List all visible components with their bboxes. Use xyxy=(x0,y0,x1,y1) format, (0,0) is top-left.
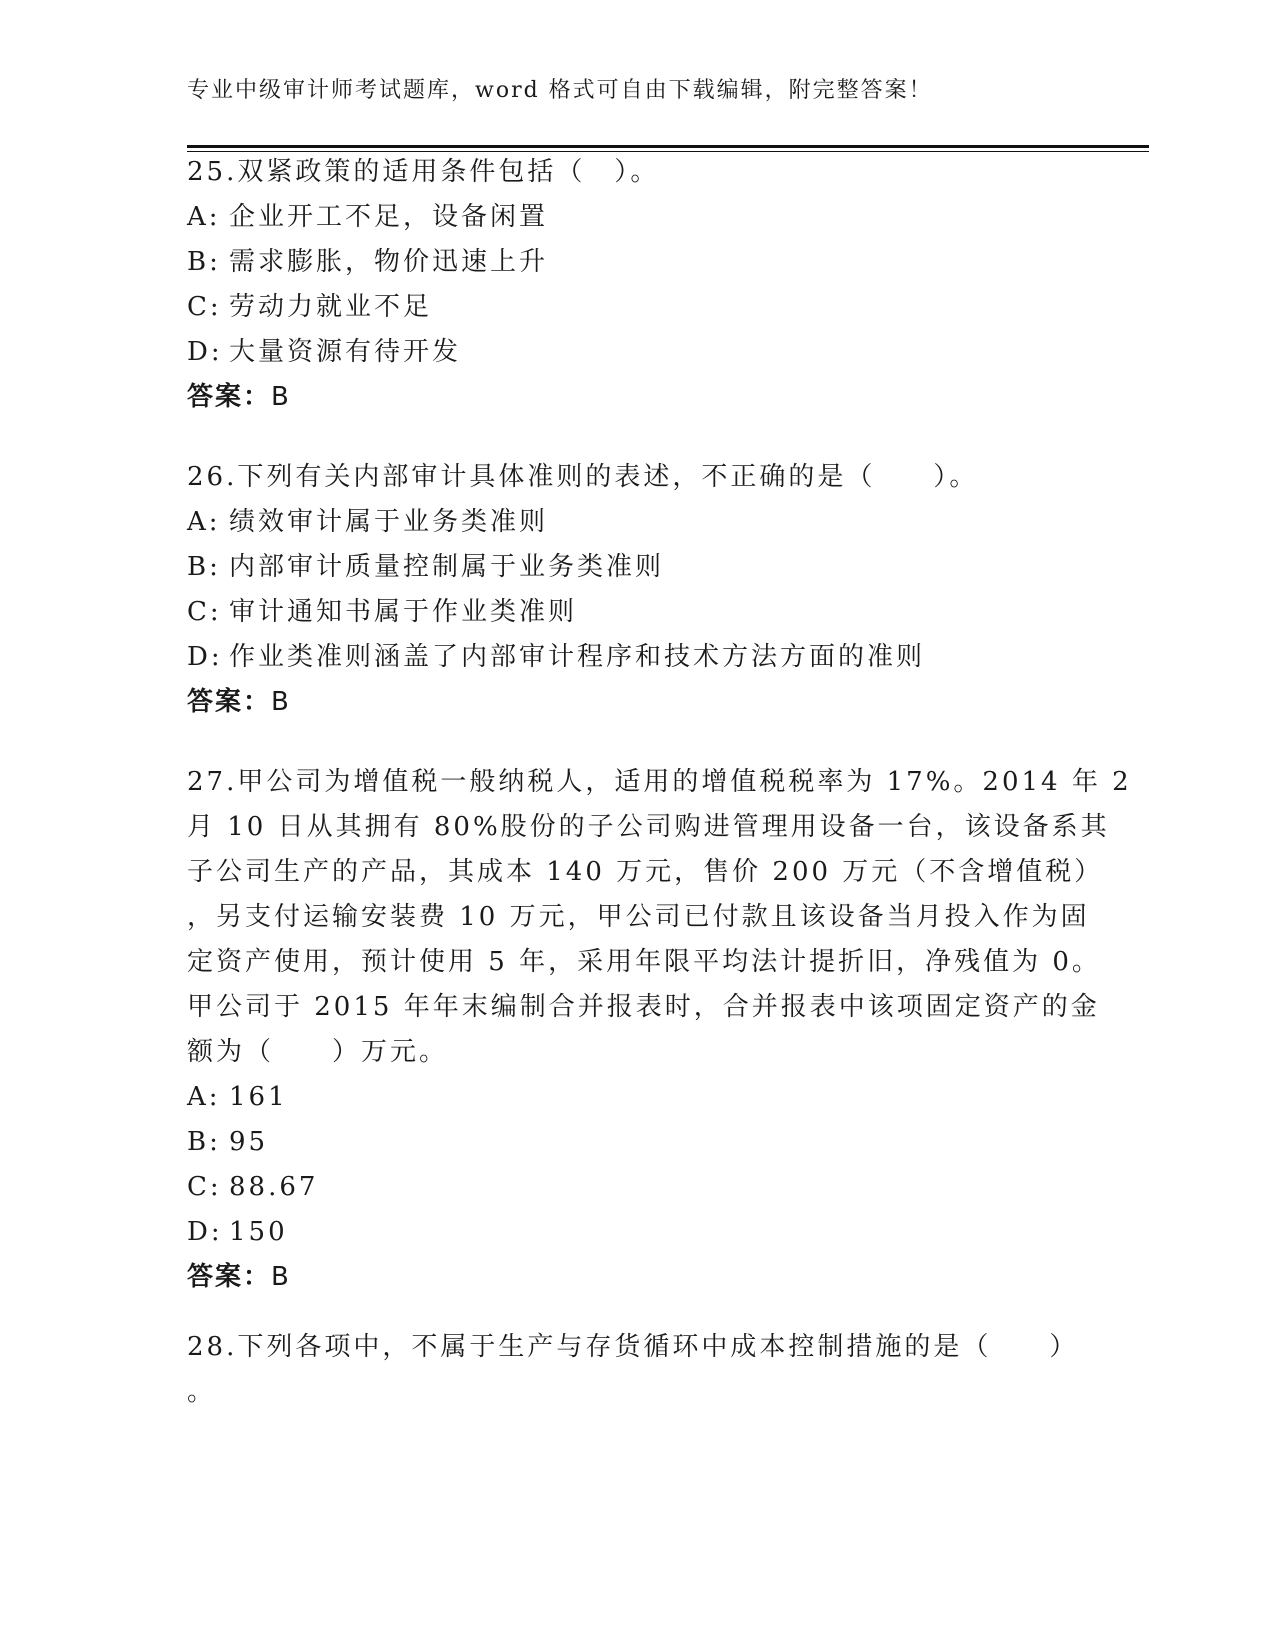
answer-label: 答案： xyxy=(187,687,272,717)
option-c xyxy=(187,1165,1087,1210)
question-stem-line: 月 10 日从其拥有 80%股份的子公司购进管理用设备一台，该设备系其 xyxy=(187,812,1110,842)
option-a xyxy=(187,500,1087,545)
question-26 xyxy=(187,455,1087,725)
question-stem-line: 子公司生产的产品，其成本 140 万元，售价 200 万元（不含增值税） xyxy=(187,857,1104,887)
answer-value: B xyxy=(271,1262,291,1292)
option-text: 95 xyxy=(229,1127,269,1157)
option-letter: D: xyxy=(187,337,223,367)
answer-value: B xyxy=(271,687,291,717)
option-a xyxy=(187,195,1087,240)
question-stem-line: 甲公司于 2015 年年末编制合并报表时，合并报表中该项固定资产的金 xyxy=(187,992,1100,1022)
option-text: 88.67 xyxy=(229,1172,319,1202)
question-stem: 26.下列有关内部审计具体准则的表述，不正确的是（ ）。 xyxy=(187,462,979,492)
question-stem-line: 27.甲公司为增值税一般纳税人，适用的增值税税率为 17%。2014 年 2 xyxy=(187,767,1132,797)
option-c xyxy=(187,285,1087,330)
option-letter: B: xyxy=(187,552,221,582)
option-text: 内部审计质量控制属于业务类准则 xyxy=(229,552,665,582)
option-text: 审计通知书属于作业类准则 xyxy=(229,597,578,627)
option-text: 大量资源有待开发 xyxy=(229,337,462,367)
option-d xyxy=(187,635,1087,680)
question-stem-line: 定资产使用，预计使用 5 年，采用年限平均法计提折旧，净残值为 0。 xyxy=(187,947,1101,977)
option-letter: C: xyxy=(187,1172,222,1202)
option-text: 企业开工不足，设备闲置 xyxy=(229,202,549,232)
option-b xyxy=(187,240,1087,285)
header-text: 专业中级审计师考试题库，word 格式可自由下载编辑，附完整答案！ xyxy=(187,78,933,103)
option-c xyxy=(187,590,1087,635)
option-letter: C: xyxy=(187,597,222,627)
option-b xyxy=(187,545,1087,590)
option-text: 作业类准则涵盖了内部审计程序和技术方法方面的准则 xyxy=(229,642,926,672)
question-stem: 25.双紧政策的适用条件包括（ ）。 xyxy=(187,157,660,187)
option-a xyxy=(187,1075,1087,1120)
question-stem-line: 。 xyxy=(187,1377,217,1407)
option-b xyxy=(187,1120,1087,1165)
answer-value: B xyxy=(271,382,291,412)
question-stem-line: ，另支付运输安装费 10 万元，甲公司已付款且该设备当月投入作为固 xyxy=(187,902,1090,932)
question-25 xyxy=(187,150,1087,420)
option-letter: A: xyxy=(187,1082,221,1112)
answer-line xyxy=(187,680,1087,725)
question-stem-line: 28.下列各项中，不属于生产与存货循环中成本控制措施的是（ ） xyxy=(187,1332,1079,1362)
option-text: 150 xyxy=(229,1217,288,1247)
answer-line xyxy=(187,1255,1087,1300)
option-letter: A: xyxy=(187,507,221,537)
option-letter: A: xyxy=(187,202,221,232)
option-text: 需求膨胀，物价迅速上升 xyxy=(229,247,549,277)
answer-label: 答案： xyxy=(187,1262,272,1292)
option-d xyxy=(187,330,1087,375)
option-text: 劳动力就业不足 xyxy=(229,292,433,322)
question-stem-line: 额为（ ）万元。 xyxy=(187,1037,449,1067)
question-27 xyxy=(187,760,1132,1300)
answer-line xyxy=(187,375,1087,420)
option-text: 绩效审计属于业务类准则 xyxy=(229,507,549,537)
answer-label: 答案： xyxy=(187,382,272,412)
header-rule-thick xyxy=(187,145,1149,148)
question-28 xyxy=(187,1325,1087,1415)
option-letter: D: xyxy=(187,642,223,672)
option-letter: B: xyxy=(187,1127,221,1157)
option-d xyxy=(187,1210,1087,1255)
option-text: 161 xyxy=(229,1082,288,1112)
option-letter: B: xyxy=(187,247,221,277)
option-letter: D: xyxy=(187,1217,223,1247)
option-letter: C: xyxy=(187,292,222,322)
